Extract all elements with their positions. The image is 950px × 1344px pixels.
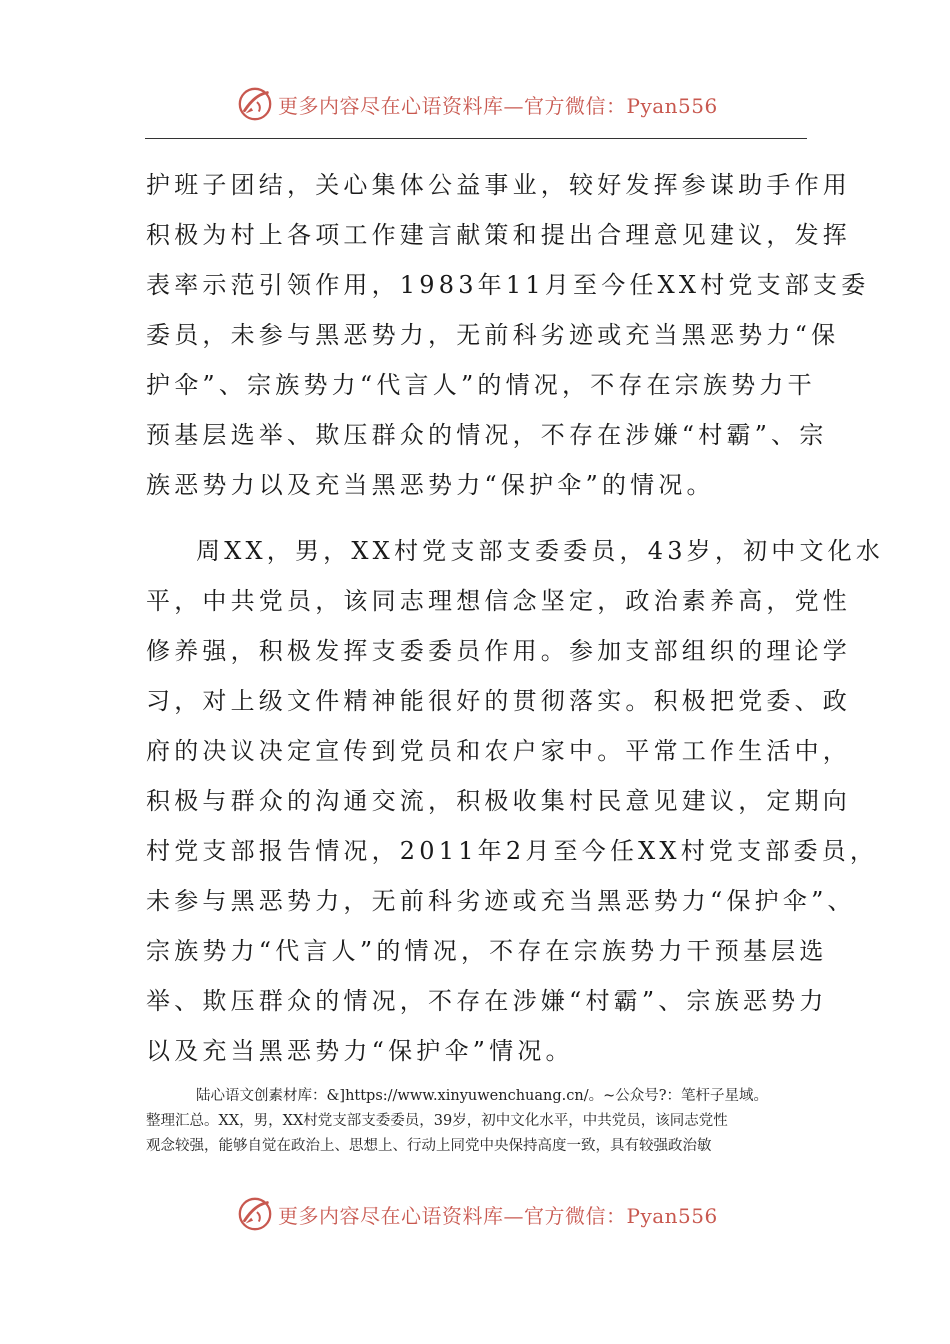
text-line: 以及充当黑恶势力“保护伞”情况。: [146, 1037, 574, 1065]
footer-banner: [236, 1194, 718, 1234]
footer-banner-wechat: 官方微信：Pyan556: [524, 1203, 718, 1228]
text-line: 宗族势力“代言人”的情况，不存在宗族势力干预基层选: [146, 937, 828, 965]
footer-banner-separator: —: [503, 1203, 524, 1228]
header-banner-wechat: 官方微信：Pyan556: [524, 93, 718, 118]
pen-logo-icon: [236, 85, 274, 123]
text-line: 府的决议决定宣传到党员和农户家中。平常工作生活中，: [146, 737, 851, 765]
text-line: 村党支部报告情况，2011年2月至今任XX村党支部委员，: [146, 837, 879, 865]
header-banner: [236, 84, 718, 124]
text-line: 未参与黑恶势力，无前科劣迹或充当黑恶势力“保护伞”、: [146, 887, 856, 915]
text-line: 表率示范引领作用，1983年11月至今任XX村党支部支委: [146, 271, 870, 299]
footnote: [146, 1084, 808, 1159]
footnote-line: 陆心语文创素材库：&]https://www.xinyuwenchuang.cn/。~公众号?：笔杆子星域。: [196, 1088, 769, 1104]
text-line: 积极为村上各项工作建言献策和提出合理意见建议，发挥: [146, 221, 851, 249]
header-divider: [145, 138, 807, 139]
text-line: 积极与群众的沟通交流，积极收集村民意见建议，定期向: [146, 787, 851, 815]
header-banner-separator: —: [503, 93, 524, 118]
header-banner-text: [278, 90, 718, 119]
pen-logo-icon: [236, 1195, 274, 1233]
footer-banner-text: [278, 1200, 718, 1229]
text-line: 周XX，男，XX村党支部支委委员，43岁，初中文化水: [196, 537, 885, 565]
paragraph-1: [146, 160, 870, 510]
text-line: 委员，未参与黑恶势力，无前科劣迹或充当黑恶势力“保: [146, 321, 840, 349]
footer-banner-title: 更多内容尽在心语资料库: [278, 1203, 504, 1228]
paragraph-gap: [146, 510, 808, 526]
footnote-line: 观念较强，能够自觉在政治上、思想上、行动上同党中央保持高度一致，具有较强政治敏: [146, 1138, 712, 1154]
document-body: [146, 160, 885, 1076]
text-line: 护伞”、宗族势力“代言人”的情况，不存在宗族势力干: [146, 371, 816, 399]
text-line: 护班子团结，关心集体公益事业，较好发挥参谋助手作用: [146, 171, 851, 199]
text-line: 习，对上级文件精神能很好的贯彻落实。积极把党委、政: [146, 687, 851, 715]
header-banner-title: 更多内容尽在心语资料库: [278, 93, 504, 118]
text-line: 修养强，积极发挥支委委员作用。参加支部组织的理论学: [146, 637, 851, 665]
paragraph-2: [146, 526, 885, 1076]
text-line: 预基层选举、欺压群众的情况，不存在涉嫌“村霸”、宗: [146, 421, 828, 449]
footnote-line: 整理汇总。XX，男，XX村党支部支委委员，39岁，初中文化水平，中共党员，该同志党性: [146, 1113, 728, 1129]
text-line: 族恶势力以及充当黑恶势力“保护伞”的情况。: [146, 471, 715, 499]
text-line: 平，中共党员，该同志理想信念坚定，政治素养高，党性: [146, 587, 851, 615]
text-line: 举、欺压群众的情况，不存在涉嫌“村霸”、宗族恶势力: [146, 987, 828, 1015]
